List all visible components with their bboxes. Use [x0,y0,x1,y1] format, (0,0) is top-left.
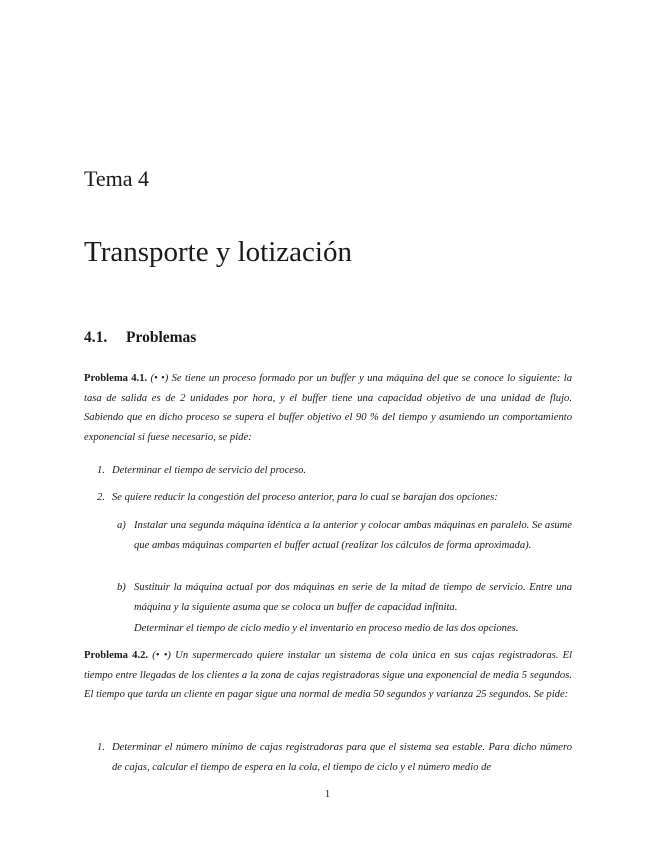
difficulty-indicator: (• •) [150,373,169,384]
list-item-text: Determinar el tiempo de servicio del proceso. [112,465,307,476]
list-item-text: Determinar el número mínimo de cajas registradoras para que el sistema sea estable. Para dicho número de cajas, calcular el tiempo de espera en la cola, el tiempo de ciclo y el número medio de [112,742,572,773]
difficulty-indicator: (• •) [152,650,171,661]
followup-text: Determinar el tiempo de ciclo medio y el inventario en proceso medio de las dos opciones. [134,623,519,634]
list-item-text: Sustituir la máquina actual por dos máquinas en serie de la mitad de tiempo de servicio. Entre una máquina y la siguiente asuma que se coloca un buffer de capacidad infinita. [134,582,572,613]
problem-statement [84,369,572,447]
sub-list-item [117,516,572,555]
sub-list-item [117,578,572,617]
problem-statement [84,646,572,705]
chapter-title: Transporte y lotización [84,236,352,268]
list-marker: b) [117,582,126,593]
list-item-text: Se quiere reducir la congestión del proceso anterior, para lo cual se barajan dos opciones: [112,492,498,503]
list-item [97,738,572,777]
list-item [97,461,572,481]
problem-text: Un supermercado quiere instalar un sistema de cola única en sus cajas registradoras. El tiempo entre llegadas de los clientes a la zona de cajas registradoras sigue una exponencial de media 5 segundos. El tiempo que tarda un cliente en pagar sigue una normal de media 50 segundos y varianza 25 segundos. Se pide: [84,650,573,700]
problem-label: Problema 4.1. [84,373,148,384]
list-marker: 1. [97,742,105,753]
problem-text: Se tiene un proceso formado por un buffer y una máquina del que se conoce lo siguiente: la tasa de salida es de 2 unidades por hora, y el buffer tiene una capacidad objetivo de una unidad de flujo. Sabiendo que en dicho proceso se supera el buffer objetivo el 90 % del tiempo y asumiendo un comportamiento exponencial si fuese necesario, se pide: [84,373,572,443]
list-marker: 2. [97,492,105,503]
list-item-text: Instalar una segunda máquina idéntica a la anterior y colocar ambas máquinas en paralelo. Se asume que ambas máquinas comparten el buffer actual (realizar los cálculos de forma aproximada). [134,520,572,551]
page-number: 1 [324,788,331,800]
section-title: Problemas [126,329,197,346]
chapter-label: Tema 4 [84,166,150,191]
list-marker: a) [117,520,126,531]
section-number: 4.1. [84,329,108,346]
list-item [97,488,572,508]
list-marker: 1. [97,465,105,476]
section-heading [84,329,196,347]
problem-label: Problema 4.2. [84,650,149,661]
